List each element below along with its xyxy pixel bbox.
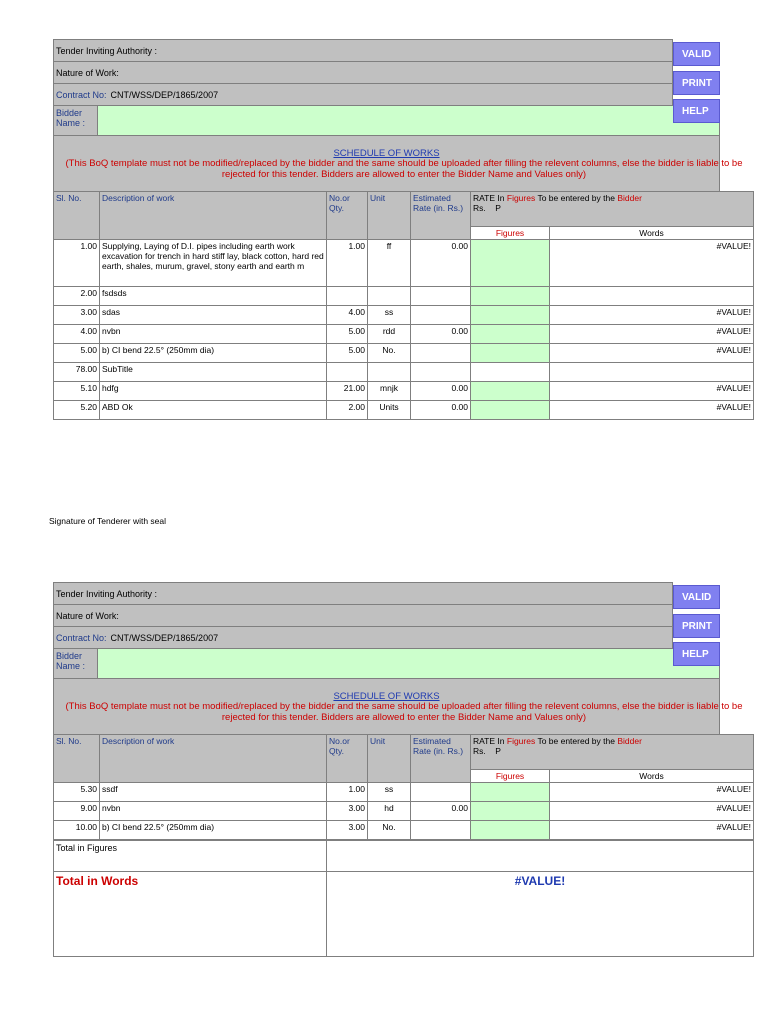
row-rate <box>411 287 471 306</box>
row-figures-input[interactable] <box>471 401 550 420</box>
print-button[interactable]: PRINT <box>673 71 720 95</box>
row-sl: 5.20 <box>54 401 100 420</box>
validate-button[interactable]: VALID <box>673 42 720 66</box>
row-sl: 5.10 <box>54 382 100 401</box>
row-description: ssdf <box>100 783 327 802</box>
col-sl: Sl. No. <box>54 192 100 240</box>
row-qty <box>327 363 368 382</box>
row-figures-input[interactable] <box>471 287 550 306</box>
table-row <box>54 287 754 306</box>
total-figures-label: Total in Figures <box>54 841 327 872</box>
col-description: Description of work <box>100 192 327 240</box>
row-rate <box>411 821 471 840</box>
row-unit: ss <box>368 306 411 325</box>
row-unit: No. <box>368 821 411 840</box>
row-words: #VALUE! <box>550 401 754 420</box>
row-unit: Units <box>368 401 411 420</box>
boq-sheet-2 <box>53 582 751 957</box>
row-description: SubTitle <box>100 363 327 382</box>
row-sl: 9.00 <box>54 802 100 821</box>
table-row <box>54 382 754 401</box>
row-sl: 78.00 <box>54 363 100 382</box>
row-figures-input[interactable] <box>471 240 550 287</box>
row-description: sdas <box>100 306 327 325</box>
bidder-name-input[interactable] <box>98 649 719 678</box>
column-header-row <box>54 735 754 770</box>
row-unit: ff <box>368 240 411 287</box>
row-unit <box>368 287 411 306</box>
row-rate: 0.00 <box>411 802 471 821</box>
row-rate: 0.00 <box>411 240 471 287</box>
row-unit: ss <box>368 783 411 802</box>
col-qty: No.or Qty. <box>327 192 368 240</box>
col-words: Words <box>550 770 754 783</box>
row-description: nvbn <box>100 325 327 344</box>
row-sl: 5.00 <box>54 344 100 363</box>
row-qty: 5.00 <box>327 344 368 363</box>
bidder-name-label <box>54 649 98 678</box>
validate-button[interactable]: VALID <box>673 585 720 609</box>
schedule-title: SCHEDULE OF WORKS <box>333 691 440 702</box>
row-rate: 0.00 <box>411 382 471 401</box>
tender-authority-label: Tender Inviting Authority : <box>56 45 158 56</box>
schedule-note: (This BoQ template must not be modified/replaced by the bidder and the same should be uploaded after filling the relevent columns, else the bidder is liable to be rejected for this tender. Bidders are allowed to enter the Bidder Name and Values only) <box>65 158 743 180</box>
nature-of-work-label: Nature of Work: <box>56 610 119 621</box>
row-qty: 1.00 <box>327 783 368 802</box>
row-figures-input[interactable] <box>471 344 550 363</box>
row-figures-input[interactable] <box>471 382 550 401</box>
tender-authority-row <box>53 582 673 604</box>
row-words: #VALUE! <box>550 783 754 802</box>
row-sl: 3.00 <box>54 306 100 325</box>
row-qty: 5.00 <box>327 325 368 344</box>
contract-number: CNT/WSS/DEP/1865/2007 <box>110 632 219 643</box>
nature-of-work-row <box>53 61 673 83</box>
bidder-label-line1: Bidder <box>56 108 83 118</box>
bidder-label-line1: Bidder <box>56 651 83 661</box>
contract-label: Contract No: <box>56 89 107 100</box>
total-words-row <box>54 872 754 957</box>
row-words: #VALUE! <box>550 802 754 821</box>
row-words: #VALUE! <box>550 382 754 401</box>
contract-row <box>53 83 673 105</box>
total-words-value: #VALUE! <box>327 872 754 957</box>
row-sl: 5.30 <box>54 783 100 802</box>
row-unit: No. <box>368 344 411 363</box>
schedule-header <box>53 135 743 191</box>
bidder-label-line2: Name : <box>56 661 86 671</box>
table-row <box>54 240 754 287</box>
row-figures-input <box>471 363 550 382</box>
nature-of-work-label: Nature of Work: <box>56 67 119 78</box>
table-row <box>54 802 754 821</box>
rate-in-text: RATE In <box>473 736 505 746</box>
row-figures-input[interactable] <box>471 783 550 802</box>
help-button[interactable]: HELP <box>673 642 720 666</box>
tender-authority-label: Tender Inviting Authority : <box>56 588 158 599</box>
schedule-header <box>53 678 743 734</box>
col-words: Words <box>550 227 754 240</box>
row-description: b) CI bend 22.5° (250mm dia) <box>100 821 327 840</box>
row-sl: 2.00 <box>54 287 100 306</box>
tender-authority-row <box>53 39 673 61</box>
rate-mid-text: To be entered by the <box>537 736 615 746</box>
help-button[interactable]: HELP <box>673 99 720 123</box>
row-words: #VALUE! <box>550 821 754 840</box>
boq-sheet-1 <box>53 39 751 420</box>
contract-label: Contract No: <box>56 632 107 643</box>
rs-text: Rs. <box>473 203 486 213</box>
table-row <box>54 783 754 802</box>
nature-of-work-row <box>53 604 673 626</box>
signature-label: Signature of Tenderer with seal <box>49 516 167 526</box>
row-words <box>550 287 754 306</box>
table-row <box>54 821 754 840</box>
rate-bidder-text: Bidder <box>617 736 642 746</box>
table-row <box>54 325 754 344</box>
col-qty: No.or Qty. <box>327 735 368 783</box>
col-rate-header <box>471 192 754 227</box>
boq-table-2 <box>53 734 754 840</box>
row-sl: 1.00 <box>54 240 100 287</box>
rate-in-text: RATE In <box>473 193 505 203</box>
rate-bidder-text: Bidder <box>617 193 642 203</box>
row-figures-input[interactable] <box>471 325 550 344</box>
row-figures-input[interactable] <box>471 802 550 821</box>
row-qty: 3.00 <box>327 802 368 821</box>
col-est-rate: Estimated Rate (in. Rs.) <box>411 735 471 783</box>
boq-rows-2 <box>54 783 754 840</box>
col-unit: Unit <box>368 192 411 240</box>
row-rate: 0.00 <box>411 401 471 420</box>
row-words: #VALUE! <box>550 240 754 287</box>
bidder-name-input[interactable] <box>98 106 719 135</box>
table-row <box>54 401 754 420</box>
table-row <box>54 306 754 325</box>
rate-figures-text: Figures <box>506 193 536 203</box>
col-unit: Unit <box>368 735 411 783</box>
row-description: hdfg <box>100 382 327 401</box>
col-description: Description of work <box>100 735 327 783</box>
row-qty: 1.00 <box>327 240 368 287</box>
table-row <box>54 344 754 363</box>
total-figures-row <box>54 841 754 872</box>
col-figures: Figures <box>471 227 550 240</box>
row-description: nvbn <box>100 802 327 821</box>
row-qty <box>327 287 368 306</box>
row-figures-input[interactable] <box>471 306 550 325</box>
col-rate-header <box>471 735 754 770</box>
p-text: P <box>495 203 501 213</box>
bidder-label-line2: Name : <box>56 118 86 128</box>
row-words: #VALUE! <box>550 325 754 344</box>
row-unit: rdd <box>368 325 411 344</box>
row-description: b) CI bend 22.5° (250mm dia) <box>100 344 327 363</box>
contract-number: CNT/WSS/DEP/1865/2007 <box>110 89 219 100</box>
col-sl: Sl. No. <box>54 735 100 783</box>
schedule-note: (This BoQ template must not be modified/replaced by the bidder and the same should be uploaded after filling the relevent columns, else the bidder is liable to be rejected for this tender. Bidders are allowed to enter the Bidder Name and Values only) <box>65 701 743 723</box>
rs-text: Rs. <box>473 746 486 756</box>
boq-table-1 <box>53 191 754 420</box>
row-qty: 3.00 <box>327 821 368 840</box>
row-rate: 0.00 <box>411 325 471 344</box>
row-unit: hd <box>368 802 411 821</box>
row-rate <box>411 363 471 382</box>
bidder-name-label <box>54 106 98 135</box>
row-qty: 4.00 <box>327 306 368 325</box>
row-rate <box>411 783 471 802</box>
row-words: #VALUE! <box>550 344 754 363</box>
table-row <box>54 363 754 382</box>
total-words-label: Total in Words <box>54 872 327 957</box>
row-words <box>550 363 754 382</box>
col-figures: Figures <box>471 770 550 783</box>
row-unit <box>368 363 411 382</box>
row-description: ABD Ok <box>100 401 327 420</box>
row-qty: 21.00 <box>327 382 368 401</box>
row-unit: mnjk <box>368 382 411 401</box>
totals-table <box>53 840 754 957</box>
total-figures-value <box>327 841 754 872</box>
rate-mid-text: To be entered by the <box>537 193 615 203</box>
p-text: P <box>495 746 501 756</box>
column-header-row <box>54 192 754 227</box>
row-description: Supplying, Laying of D.I. pipes including earth work excavation for trench in hard stiff lay, black cotton, hard red earth, shales, murum, gravel, stony earth and earth m <box>100 240 327 287</box>
row-description: fsdsds <box>100 287 327 306</box>
bidder-name-row <box>53 648 720 678</box>
row-rate <box>411 306 471 325</box>
schedule-title: SCHEDULE OF WORKS <box>333 148 440 159</box>
boq-rows-1 <box>54 240 754 420</box>
print-button[interactable]: PRINT <box>673 614 720 638</box>
row-figures-input[interactable] <box>471 821 550 840</box>
row-words: #VALUE! <box>550 306 754 325</box>
contract-row <box>53 626 673 648</box>
row-sl: 4.00 <box>54 325 100 344</box>
row-qty: 2.00 <box>327 401 368 420</box>
row-rate <box>411 344 471 363</box>
bidder-name-row <box>53 105 720 135</box>
row-sl: 10.00 <box>54 821 100 840</box>
rate-figures-text: Figures <box>506 736 536 746</box>
col-est-rate: Estimated Rate (in. Rs.) <box>411 192 471 240</box>
